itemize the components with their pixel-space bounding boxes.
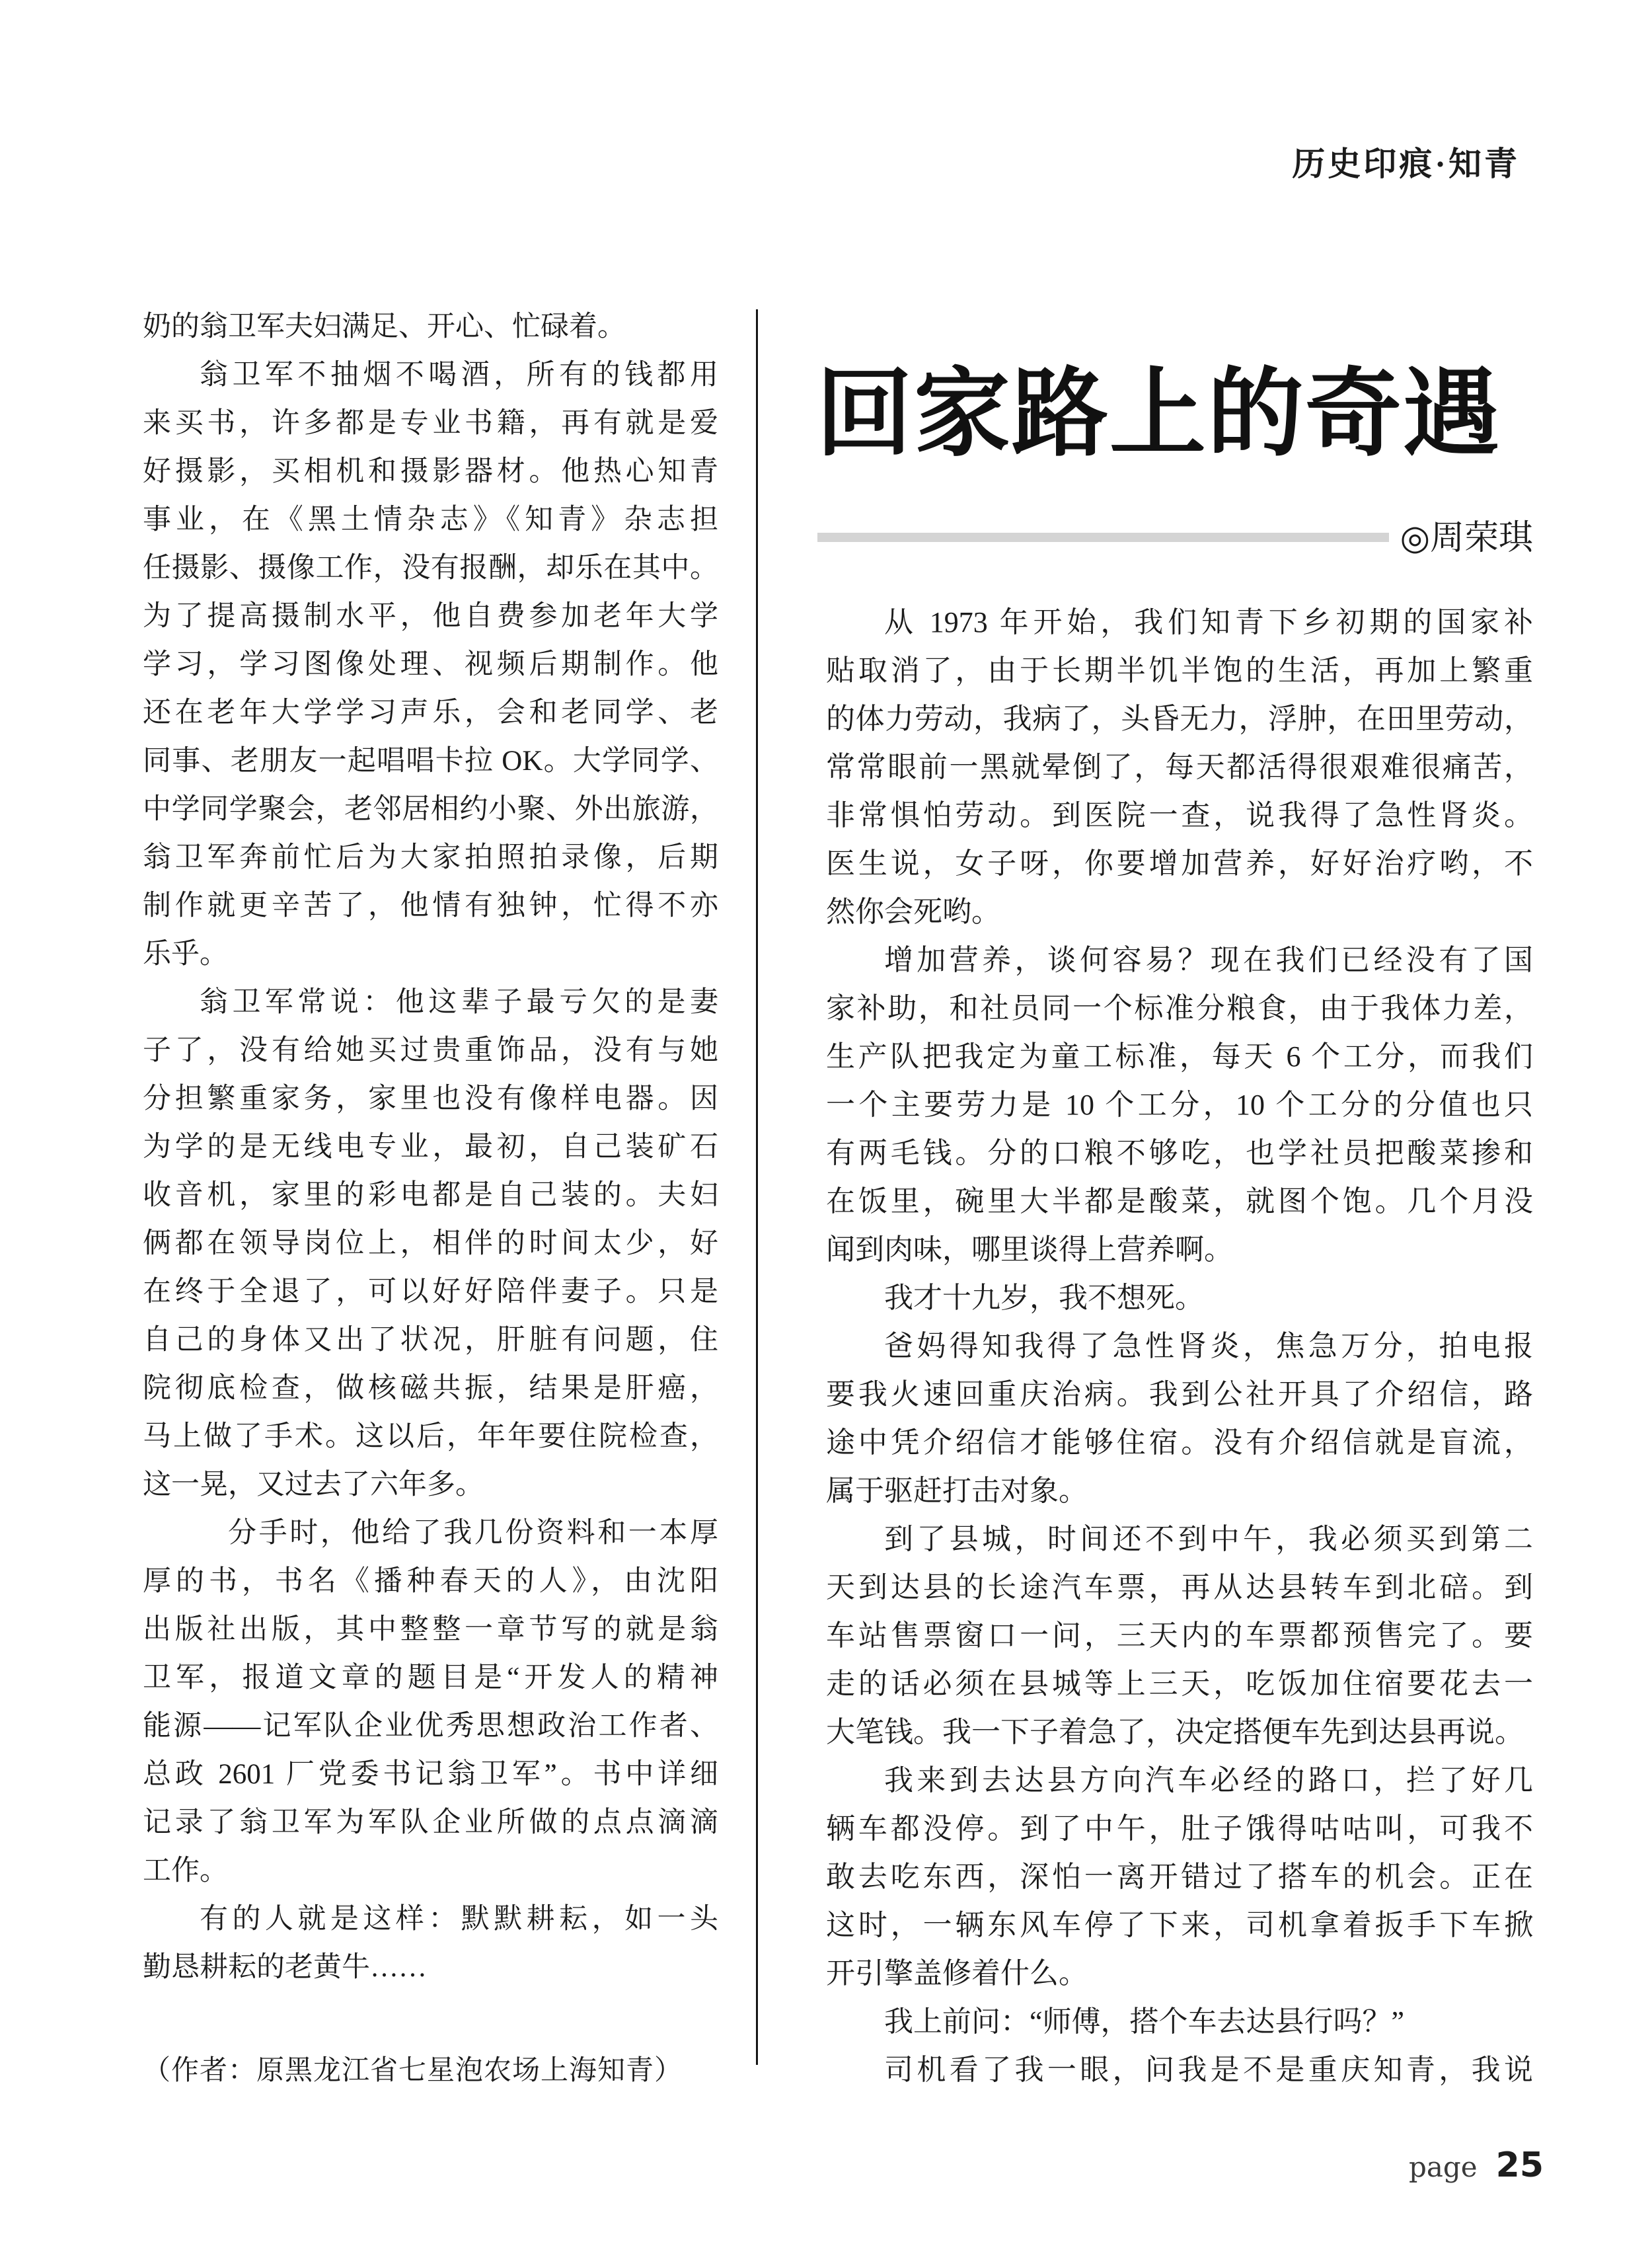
body-line: 为学的是无线电专业，最初，自己装矿石	[143, 1132, 718, 1163]
body-line: 我才十九岁，我不想死。	[884, 1282, 1204, 1314]
column-divider	[756, 309, 758, 2065]
body-line: 记录了翁卫军为军队企业所做的点点滴滴	[143, 1807, 718, 1838]
body-line: 闻到肉味，哪里谈得上营养啊。	[826, 1233, 1233, 1266]
body-line: 辆车都没停。到了中午，肚子饿得咕咕叫，可我不	[826, 1812, 1533, 1845]
body-line: 在饭里，碗里大半都是酸菜，就图个饱。几个月没	[826, 1185, 1533, 1218]
section-header: 历史印痕·知青	[1292, 145, 1520, 182]
page-label: page	[1409, 2151, 1478, 2183]
article-title: 回家路上的奇遇	[816, 361, 1501, 468]
body-line: 还在老年大学学习声乐，会和老同学、老	[143, 697, 718, 728]
body-line: 分担繁重家务，家里也没有像样电器。因	[143, 1083, 718, 1114]
body-line: 有的人就是这样：默默耕耘，如一头	[200, 1904, 718, 1935]
body-line: 俩都在领导岗位上，相伴的时间太少，好	[143, 1228, 718, 1259]
left-column-text	[143, 303, 718, 1991]
body-line: 翁卫军不抽烟不喝酒，所有的钱都用	[200, 360, 718, 391]
body-line: 我来到去达县方向汽车必经的路口，拦了好几	[884, 1764, 1533, 1797]
body-line: 好摄影，买相机和摄影器材。他热心知青	[143, 456, 718, 487]
body-line: 分手时，他给了我几份资料和一本厚	[228, 1518, 718, 1549]
body-line: 敢去吃东西，深怕一离开错过了搭车的机会。正在	[826, 1861, 1533, 1893]
body-line: 爸妈得知我得了急性肾炎，焦急万分，拍电报	[884, 1330, 1533, 1362]
body-line: 大笔钱。我一下子着急了，决定搭便车先到达县再说。	[826, 1716, 1524, 1748]
body-line: 开引擎盖修着什么。	[826, 1957, 1088, 1990]
body-line: 勤恳耕耘的老黄牛……	[143, 1952, 427, 1983]
body-line: 属于驱赶打击对象。	[826, 1475, 1088, 1507]
body-line: 学习，学习图像处理、视频后期制作。他	[143, 649, 718, 680]
article-author: ◎周荣琪	[1400, 520, 1533, 557]
body-line: 家补助，和社员同一个标准分粮食，由于我体力差，	[826, 992, 1533, 1024]
body-line: 走的话必须在县城等上三天，吃饭加住宿要花去一	[826, 1668, 1533, 1700]
body-line: 从 1973 年开始，我们知青下乡初期的国家补	[884, 606, 1533, 638]
body-line: 院彻底检查，做核磁共振，结果是肝癌，	[143, 1373, 718, 1404]
title-underline-bar	[817, 533, 1389, 542]
body-line: 来买书，许多都是专业书籍，再有就是爱	[143, 408, 718, 439]
body-line: 厚的书，书名《播种春天的人》，由沈阳	[143, 1566, 718, 1597]
body-line: 翁卫军常说：他这辈子最亏欠的是妻	[200, 987, 718, 1018]
page-number: 25	[1495, 2145, 1544, 2185]
body-line: 能源——记军队企业优秀思想政治工作者、	[143, 1711, 718, 1742]
body-line: 天到达县的长途汽车票，再从达县转车到北碚。到	[826, 1571, 1533, 1604]
body-line: 中学同学聚会，老邻居相约小聚、外出旅游，	[143, 794, 718, 825]
body-line: 子了，没有给她买过贵重饰品，没有与她	[143, 1035, 718, 1066]
body-line: 这一晃，又过去了六年多。	[143, 1469, 484, 1500]
author-note: （作者：原黑龙江省七星泡农场上海知青）	[143, 2056, 683, 2086]
body-line: 途中凭介绍信才能够住宿。没有介绍信就是盲流，	[826, 1426, 1533, 1459]
body-line: 非常惧怕劳动。到医院一查，说我得了急性肾炎。	[826, 799, 1533, 831]
body-line: 卫军，报道文章的题目是“开发人的精神	[143, 1662, 718, 1693]
body-line: 自己的身体又出了状况，肝脏有问题，住	[143, 1325, 718, 1356]
right-column-text	[826, 598, 1533, 2094]
body-line: 增加营养，谈何容易？现在我们已经没有了国	[884, 944, 1533, 976]
body-line: 常常眼前一黑就晕倒了，每天都活得很艰难很痛苦，	[826, 751, 1533, 783]
left-column	[143, 303, 718, 2095]
body-line: 奶的翁卫军夫妇满足、开心、忙碌着。	[143, 311, 626, 342]
body-line: 翁卫军奔前忙后为大家拍照拍录像，后期	[143, 842, 718, 873]
body-line: 我上前问：“师傅，搭个车去达县行吗？”	[884, 2005, 1405, 2038]
body-line: 医生说，女子呀，你要增加营养，好好治疗哟，不	[826, 847, 1533, 880]
body-line: 要我火速回重庆治病。我到公社开具了介绍信，路	[826, 1378, 1533, 1411]
body-line: 生产队把我定为童工标准，每天 6 个工分，而我们	[826, 1040, 1533, 1073]
body-line: 贴取消了，由于长期半饥半饱的生活，再加上繁重	[826, 654, 1533, 687]
body-line: 为了提高摄制水平，他自费参加老年大学	[143, 601, 718, 632]
body-line: 同事、老朋友一起唱唱卡拉 OK。大学同学、	[143, 746, 718, 777]
body-line: 一个主要劳力是 10 个工分，10 个工分的分值也只	[826, 1089, 1533, 1121]
body-line: 有两毛钱。分的口粮不够吃，也学社员把酸菜掺和	[826, 1137, 1533, 1169]
body-line: 在终于全退了，可以好好陪伴妻子。只是	[143, 1276, 718, 1307]
body-line: 事业，在《黑土情杂志》《知青》杂志担	[143, 504, 718, 535]
body-line: 乐乎。	[143, 939, 228, 970]
body-line: 工作。	[143, 1855, 228, 1886]
body-line: 司机看了我一眼，问我是不是重庆知青，我说	[884, 2054, 1533, 2086]
body-line: 的体力劳动，我病了，头昏无力，浮肿，在田里劳动，	[826, 703, 1533, 735]
body-line: 然你会死哟。	[826, 896, 1000, 928]
body-line: 车站售票窗口一问，三天内的车票都预售完了。要	[826, 1619, 1533, 1652]
body-line: 收音机，家里的彩电都是自己装的。夫妇	[143, 1180, 718, 1211]
body-line: 马上做了手术。这以后，年年要住院检查，	[143, 1421, 718, 1452]
body-line: 总政 2601 厂党委书记翁卫军”。书中详细	[143, 1759, 718, 1790]
page-footer	[1409, 2145, 1544, 2185]
body-line: 这时，一辆东风车停了下来，司机拿着扳手下车掀	[826, 1909, 1533, 1941]
body-line: 出版社出版，其中整整一章节写的就是翁	[143, 1614, 718, 1645]
body-line: 制作就更辛苦了，他情有独钟，忙得不亦	[143, 890, 718, 921]
body-line: 到了县城，时间还不到中午，我必须买到第二	[884, 1523, 1533, 1555]
right-column	[826, 598, 1533, 2094]
body-line: 任摄影、摄像工作，没有报酬，却乐在其中。	[143, 553, 718, 584]
